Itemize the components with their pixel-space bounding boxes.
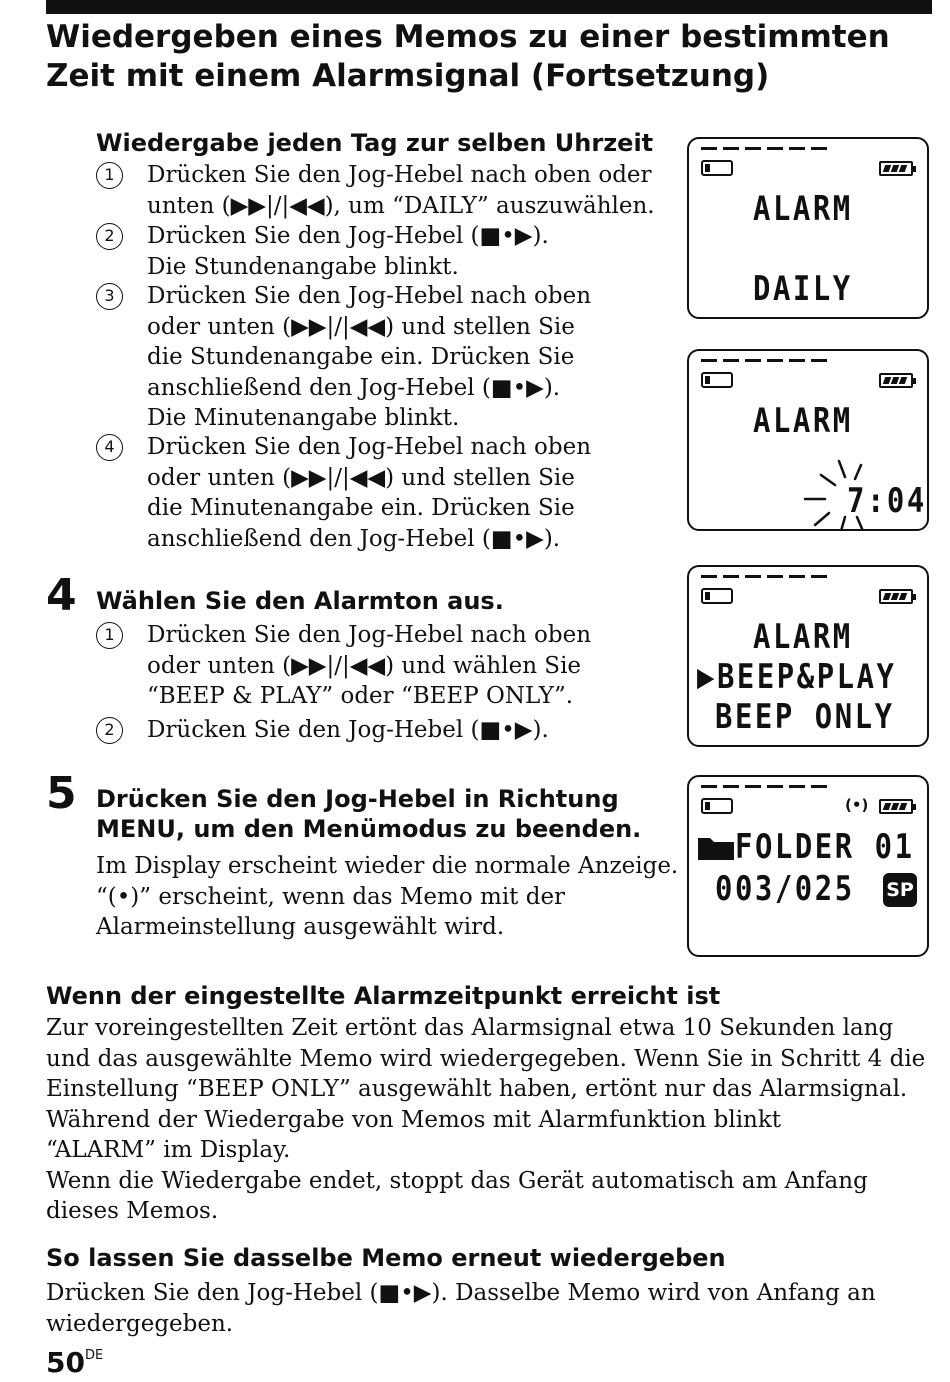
alarm-reached-body [46, 1013, 925, 1227]
top-rule [46, 0, 932, 14]
lcd-time: 7:04 [847, 481, 927, 521]
body-line: Alarmeinstellung ausgewählt wird. [96, 914, 505, 940]
folder-icon [697, 833, 735, 861]
lcd-line-2: DAILY [753, 269, 853, 309]
body-line: dieses Memos. [46, 1198, 219, 1224]
lcd-display-time [687, 349, 929, 531]
lcd-line-2: ▶BEEP&PLAY [697, 657, 897, 697]
lcd-display-beep [687, 565, 929, 747]
tape-icon [701, 798, 733, 814]
sp-mode-badge: SP [883, 873, 917, 907]
segment-bar [701, 359, 831, 362]
circled-number: 1 [96, 622, 123, 649]
item-line: die Minutenangabe ein. Drücken Sie [147, 495, 575, 521]
circled-number: 3 [96, 283, 123, 310]
lcd-display-folder [687, 775, 929, 957]
page-title-line1: Wiedergeben eines Memos zu einer bestimmten [46, 19, 890, 55]
body-line: Drücken Sie den Jog-Hebel (■•▶). Dasselbe Memo wird von Anfang an [46, 1280, 876, 1306]
circled-number: 2 [96, 223, 123, 250]
heading-line: Drücken Sie den Jog-Hebel in Richtung [96, 785, 619, 813]
tape-icon [701, 372, 733, 388]
body-line: Wenn die Wiedergabe endet, stoppt das Gerät automatisch am Anfang [46, 1167, 868, 1194]
segment-bar [701, 147, 831, 150]
battery-icon [879, 373, 913, 388]
item-line: anschließend den Jog-Hebel (■•▶). [147, 525, 561, 552]
item-line: Drücken Sie den Jog-Hebel (■•▶). [147, 717, 549, 743]
item-line: “BEEP & PLAY” oder “BEEP ONLY”. [147, 683, 574, 709]
battery-icon [879, 589, 913, 604]
battery-icon [879, 799, 913, 814]
step-5-heading [96, 784, 641, 844]
body-line: Einstellung “BEEP ONLY” ausgewählt haben, ertönt nur das Alarmsignal. [46, 1076, 908, 1102]
battery-icon [879, 161, 913, 176]
segment-bar [701, 785, 831, 788]
body-line: Zur voreingestellten Zeit ertönt das Alarmsignal etwa 10 Sekunden lang [46, 1015, 894, 1041]
item-line: Drücken Sie den Jog-Hebel nach oben [147, 283, 592, 309]
step-4-heading: Wählen Sie den Alarmton aus. [96, 587, 504, 615]
lcd-line-1: ALARM [753, 189, 853, 229]
item-line: Drücken Sie den Jog-Hebel nach oben [147, 434, 592, 460]
item-line: anschließend den Jog-Hebel (■•▶). [147, 374, 561, 401]
item-line: oder unten (▶▶|/|◀◀) und stellen Sie [147, 464, 575, 491]
heading-line: MENU, um den Menümodus zu beenden. [96, 815, 642, 843]
body-line: “(•)” erscheint, wenn das Memo mit der [96, 883, 566, 910]
daily-heading: Wiedergabe jeden Tag zur selben Uhrzeit [96, 129, 654, 157]
circled-number: 1 [96, 162, 123, 189]
page-number-value: 50 [46, 1346, 85, 1379]
page-title [46, 18, 926, 96]
page-title-line2: Zeit mit einem Alarmsignal (Fortsetzung) [46, 58, 770, 94]
lcd-folder: FOLDER 01 [735, 827, 915, 867]
lcd-display-daily [687, 137, 929, 319]
tape-icon [701, 588, 733, 604]
item-line: oder unten (▶▶|/|◀◀) und stellen Sie [147, 313, 575, 340]
circled-number: 2 [96, 717, 123, 744]
item-line: oder unten (▶▶|/|◀◀) und wählen Sie [147, 652, 582, 679]
item-line: Die Stundenangabe blinkt. [147, 253, 459, 280]
replay-body [46, 1278, 876, 1339]
body-line: Während der Wiedergabe von Memos mit Alarmfunktion blinkt [46, 1106, 782, 1133]
body-line: “ALARM” im Display. [46, 1137, 291, 1163]
circled-number: 4 [96, 434, 123, 461]
item-line: Die Minutenangabe blinkt. [147, 405, 460, 431]
alarm-reached-heading: Wenn der eingestellte Alarmzeitpunkt erreicht ist [46, 982, 721, 1010]
lcd-line-1: ALARM [753, 401, 853, 441]
item-line: Drücken Sie den Jog-Hebel nach oben [147, 622, 592, 648]
page-language: DE [84, 1348, 104, 1363]
step-5-body [96, 851, 678, 943]
item-line: Drücken Sie den Jog-Hebel (■•▶). [147, 223, 549, 249]
lcd-line-3: BEEP ONLY [715, 697, 895, 737]
item-line: Drücken Sie den Jog-Hebel nach oben oder [147, 162, 652, 188]
body-line: und das ausgewählte Memo wird wiedergegeben. Wenn Sie in Schritt 4 die [46, 1045, 926, 1072]
step-5-number: 5 [46, 768, 77, 819]
lcd-line-1: ALARM [753, 617, 853, 657]
segment-bar [701, 575, 831, 578]
body-line: wiedergegeben. [46, 1310, 234, 1337]
alarm-indicator-icon: (•) [845, 796, 869, 814]
item-line: die Stundenangabe ein. Drücken Sie [147, 344, 575, 370]
step-4-number: 4 [46, 570, 77, 621]
page-number [46, 1346, 103, 1379]
item-line: unten (▶▶|/|◀◀), um “DAILY” auszuwählen. [147, 192, 655, 219]
body-line: Im Display erscheint wieder die normale Anzeige. [96, 853, 679, 879]
tape-icon [701, 160, 733, 176]
lcd-count: 003/025 [715, 869, 855, 909]
replay-heading: So lassen Sie dasselbe Memo erneut wiedergeben [46, 1244, 726, 1272]
